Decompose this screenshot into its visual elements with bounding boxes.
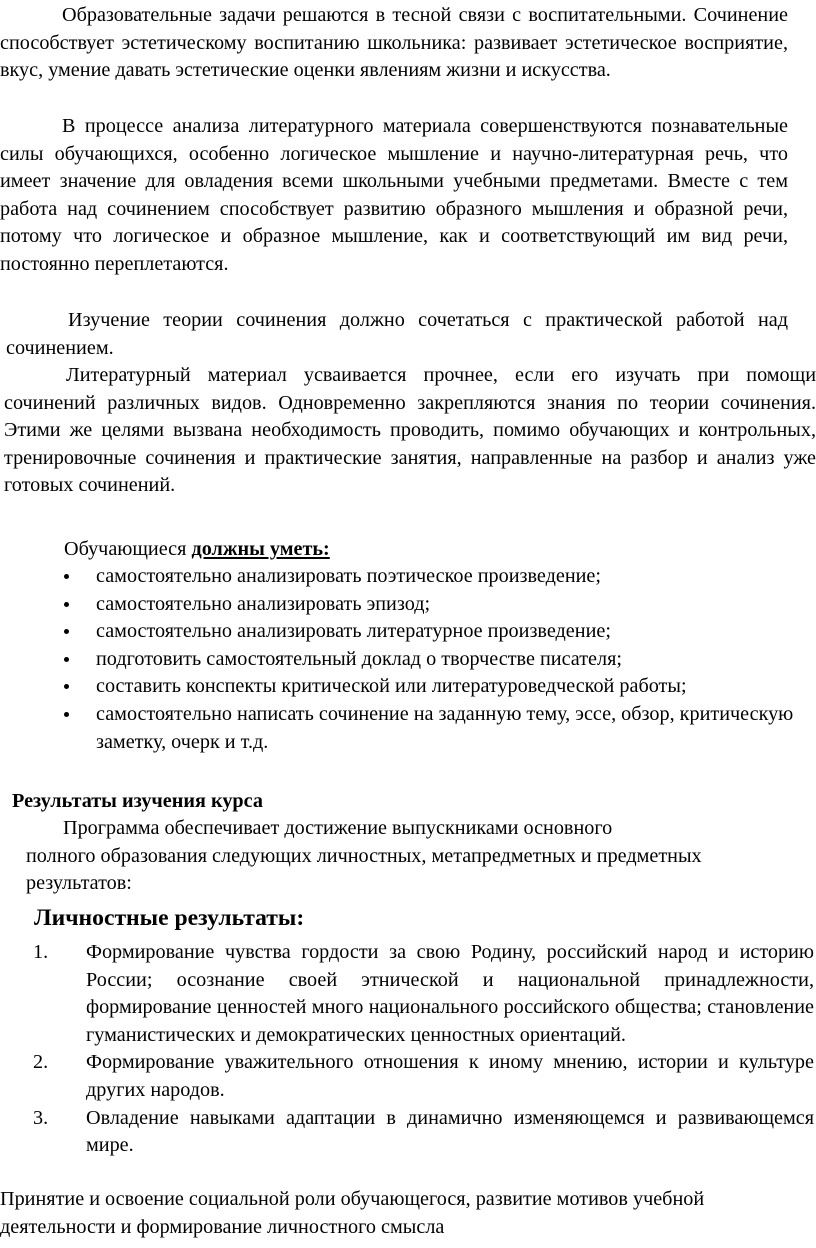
list-item-text: Овладение навыками адаптации в динамично изменяющемся и развивающемся мире. — [86, 1106, 814, 1157]
list-item — [0, 646, 816, 674]
paragraph-literary-analysis: В процессе анализа литературного материала совершенствуются познавательные силы обучающихся, особенно логическое мышление и научно-литературная речь, что имеет значение для овладения всеми школьными учебными предметами. Вместе с тем работа над сочинением способствует развитию образного мышления и образной речи, потому что логическое и образное мышление, как и соответствующий им вид речи, постоянно переплетаются. — [0, 115, 788, 275]
list-item-number: 3. — [33, 1106, 49, 1129]
skills-intro-prefix: Обучающиеся — [64, 538, 192, 560]
list-item-number: 2. — [33, 1051, 49, 1074]
list-item-text: подготовить самостоятельный доклад о творчестве писателя; — [96, 647, 622, 670]
bullet-icon — [64, 657, 69, 662]
skills-list — [0, 563, 816, 756]
paragraph-theory-practice: Изучение теории сочинения должно сочетаться с практической работой над сочинением. — [6, 309, 788, 359]
personal-results-title: Личностные результаты: — [34, 905, 305, 931]
list-item-text: составить конспекты критической или литературоведческой работы; — [96, 675, 687, 698]
bullet-icon — [64, 684, 69, 689]
results-intro-rest: полного образования следующих личностных, метапредметных и предметных результатов: — [26, 844, 702, 895]
list-item — [0, 673, 816, 701]
list-item — [0, 1049, 814, 1104]
list-item — [0, 618, 816, 646]
skills-intro — [64, 536, 330, 564]
section-title-results: Результаты изучения курса — [12, 790, 263, 812]
skills-intro-emphasis: должны уметь: — [191, 538, 330, 560]
list-item — [0, 563, 816, 591]
list-item-number: 1. — [33, 941, 49, 963]
list-item-text: Формирование уважительного отношения к иному мнению, истории и культуре других народов. — [86, 1051, 814, 1101]
results-intro-line1: Программа обеспечивает достижение выпускниками основного — [63, 817, 613, 839]
results-intro — [26, 815, 746, 898]
list-item — [0, 591, 816, 619]
list-item-text: самостоятельно написать сочинение на заданную тему, эссе, обзор, критическую заметку, очерк и т.д. — [96, 702, 794, 753]
bullet-icon — [64, 712, 69, 717]
list-item-text: Формирование чувства гордости за свою Родину, российский народ и историю России; осознание своей этнической и национальной принадлежности, формирование ценностей много национального российского общества; становление гуманистических и демократических ценностных ориентаций. — [86, 941, 814, 1046]
bullet-icon — [64, 602, 69, 607]
paragraph-literary-material: Литературный материал усваивается прочнее, если его изучать при помощи сочинений различных видов. Одновременно закрепляются знания по теории сочинения. Этими же целями вызвана необходимость проводить, помимо обучающих и контрольных, тренировочные сочинения и практические занятия, направленные на разбор и анализ уже готовых сочинений. — [4, 364, 816, 497]
list-item — [0, 1105, 814, 1160]
personal-results-list — [0, 939, 814, 1160]
list-item — [0, 701, 816, 756]
list-item-text: самостоятельно анализировать литературное произведение; — [96, 620, 611, 643]
list-item — [0, 939, 814, 1049]
paragraph-social-role: Принятие и освоение социальной роли обучающегося, развитие мотивов учебной деятельности и формирование личностного смысла — [0, 1188, 705, 1238]
paragraph-education-tasks: Образовательные задачи решаются в тесной связи с воспитательными. Сочинение способствует эстетическому воспитанию школьника: развивает эстетическое восприятие, вкус, умение давать эстетические оценки явлениям жизни и искусства. — [0, 4, 788, 82]
bullet-icon — [64, 574, 69, 579]
list-item-text: самостоятельно анализировать поэтическое произведение; — [96, 565, 602, 587]
list-item-text: самостоятельно анализировать эпизод; — [96, 592, 431, 615]
bullet-icon — [64, 629, 69, 634]
